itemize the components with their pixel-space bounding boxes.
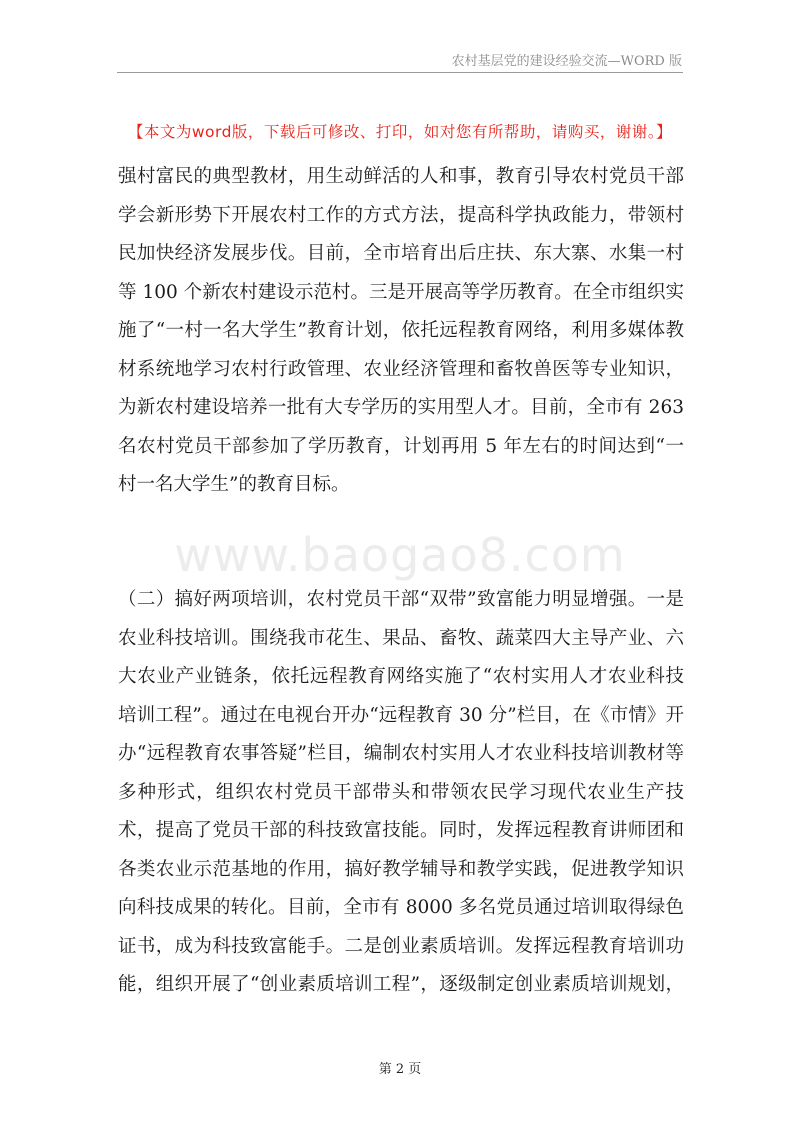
paragraph-line: 名农村党员干部参加了学历教育，计划再用 5 年左右的时间达到“一 [118, 435, 684, 457]
paragraph-1 [118, 158, 684, 505]
running-header: 农村基层党的建设经验交流—WORD 版 [451, 54, 682, 69]
paragraph-line: 多种形式，组织农村党员干部带头和带领农民学习现代农业生产技 [118, 781, 684, 803]
paragraph-line: 等 100 个新农村建设示范村。三是开展高等学历教育。在全市组织实 [118, 281, 684, 303]
paragraph-line: 术，提高了党员干部的科技致富技能。同时，发挥远程教育讲师团和 [118, 820, 684, 841]
paragraph-line: 办“远程教育农事答疑”栏目，编制农村实用人才农业科技培训教材等 [118, 743, 684, 764]
paragraph-2 [118, 581, 684, 1005]
header-divider [117, 72, 683, 73]
paragraph-line: 大农业产业链条，依托远程教育网络实施了“农村实用人才农业科技 [118, 666, 684, 687]
paragraph-line: 学会新形势下开展农村工作的方式方法，提高科学执政能力，带领村 [118, 204, 684, 226]
paragraph-line: 各类农业示范基地的作用，搞好教学辅导和教学实践，促进教学知识 [118, 858, 684, 880]
paragraph-line: 为新农村建设培养一批有大专学历的实用型人才。目前，全市有 263 [118, 397, 684, 418]
paragraph-line: 向科技成果的转化。目前，全市有 8000 多名党员通过培训取得绿色 [118, 897, 684, 918]
paragraph-line: 强村富民的典型教材，用生动鲜活的人和事，教育引导农村党员干部 [118, 166, 684, 187]
paragraph-line: 材系统地学习农村行政管理、农业经济管理和畜牧兽医等专业知识， [118, 358, 684, 380]
purchase-notice: 【本文为word版，下载后可修改、打印，如对您有所帮助，请购买，谢谢。】 [127, 123, 673, 141]
page-number: 第 2 页 [378, 1062, 422, 1077]
paragraph-line: 村一名大学生”的教育目标。 [118, 474, 350, 495]
paragraph-line: 证书，成为科技致富能手。二是创业素质培训。发挥远程教育培训功 [118, 935, 684, 957]
paragraph-line: 能，组织开展了“创业素质培训工程”，逐级制定创业素质培训规划， [118, 974, 684, 995]
watermark: www.baogao8.com [174, 528, 626, 582]
paragraph-line: 施了“一村一名大学生”教育计划，依托远程教育网络，利用多媒体教 [118, 320, 684, 341]
paragraph-line: 农业科技培训。围绕我市花生、果品、畜牧、蔬菜四大主导产业、六 [118, 627, 684, 649]
paragraph-line: 培训工程”。通过在电视台开办“远程教育 30 分”栏目，在《市情》开 [118, 704, 684, 726]
paragraph-line: （二）搞好两项培训，农村党员干部“双带”致富能力明显增强。一是 [118, 589, 684, 610]
paragraph-line: 民加快经济发展步伐。目前，全市培育出后庄扶、东大寨、水集一村 [118, 243, 684, 264]
